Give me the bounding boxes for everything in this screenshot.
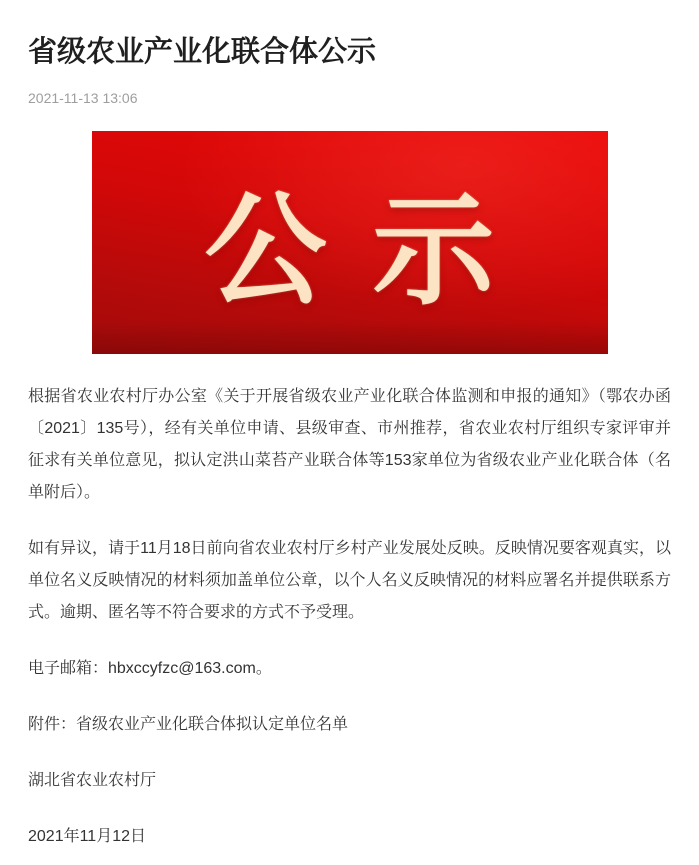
notice-banner-image xyxy=(92,131,608,354)
article-paragraph-issuer: 湖北省农业农村厅 xyxy=(28,772,157,789)
article-body xyxy=(28,381,671,853)
article-paragraph-email: 电子邮箱：hbxccyfzc@163.com。 xyxy=(28,660,272,677)
article-paragraph-attachment: 附件：省级农业产业化联合体拟认定单位名单 xyxy=(28,716,349,733)
banner-gongshi-text: 公示 xyxy=(204,182,541,319)
publish-timestamp: 2021-11-13 13:06 xyxy=(28,90,138,106)
article-paragraph: 如有异议，请于11月18日前向省农业农村厅乡村产业发展处反映。反映情况要客观真实，以单位名义反映情况的材料须加盖单位公章，以个人名义反映情况的材料应署名并提供联系方式。逾期、匿名等不符合要求的方式不予受理。 xyxy=(28,540,671,621)
article-paragraph-date: 2021年11月12日 xyxy=(28,828,147,845)
page-title: 省级农业产业化联合体公示 xyxy=(28,36,377,68)
article-paragraph: 根据省农业农村厅办公室《关于开展省级农业产业化联合体监测和申报的通知》（鄂农办函〔2021〕135号），经有关单位申请、县级审查、市州推荐，省农业农村厅组织专家评审并征求有关单位意见，拟认定洪山菜苔产业联合体等153家单位为省级农业产业化联合体（名单附后）。 xyxy=(28,388,671,501)
